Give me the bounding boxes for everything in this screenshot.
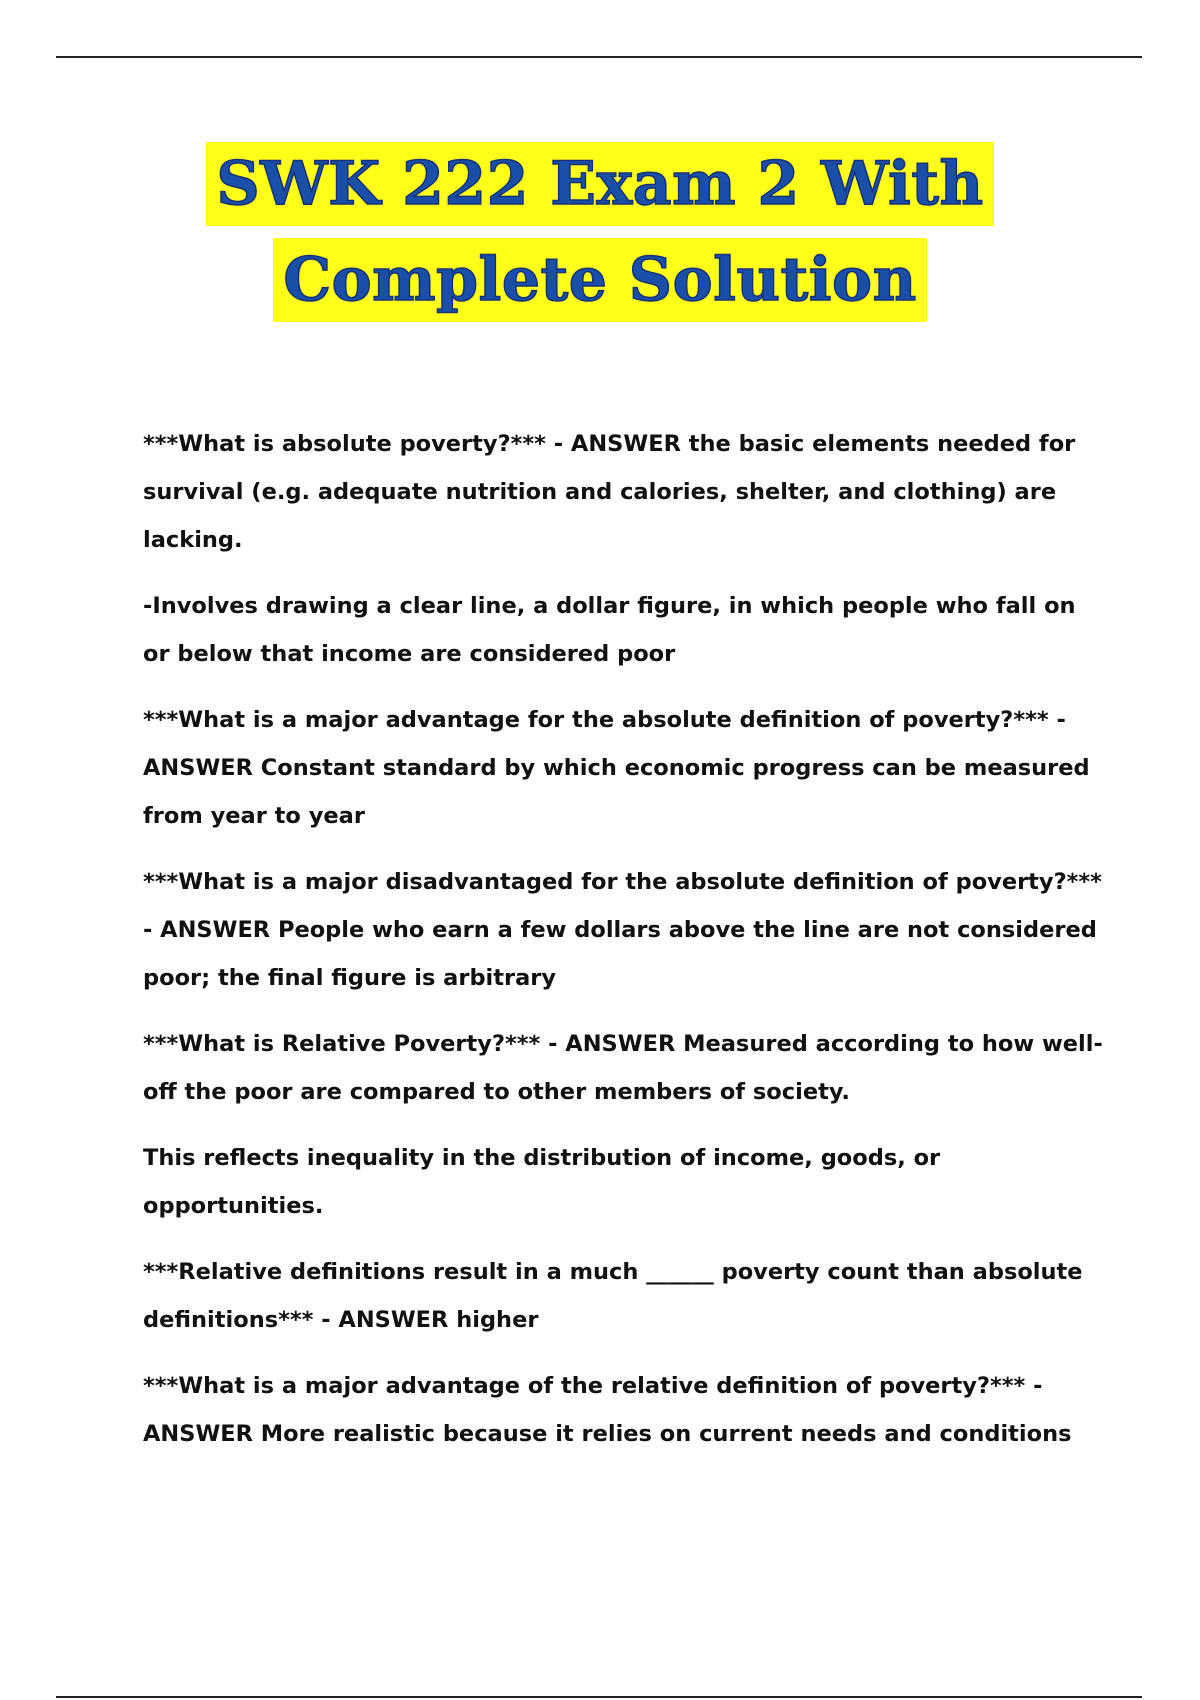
top-rule <box>56 56 1142 58</box>
bottom-rule <box>56 1696 1142 1698</box>
title-line-2: Complete Solution <box>273 238 926 322</box>
qa-paragraph: ***What is a major advantage of the relative definition of poverty?*** - ANSWER More realistic because it relies on current needs and conditions <box>143 1373 1072 1447</box>
qa-paragraph: ***What is absolute poverty?*** - ANSWER the basic elements needed for survival (e.g. adequate nutrition and calories, shelter, and clothing) are lacking. <box>143 431 1076 553</box>
document-title <box>0 142 1200 334</box>
qa-paragraph: ***What is Relative Poverty?*** - ANSWER Measured according to how well-off the poor are compared to other members of society. <box>143 1031 1103 1105</box>
qa-paragraph: -Involves drawing a clear line, a dollar figure, in which people who fall on or below that income are considered poor <box>143 593 1076 667</box>
qa-paragraph: ***Relative definitions result in a much ______ poverty count than absolute definitions*** - ANSWER higher <box>143 1259 1083 1333</box>
qa-paragraph: This reflects inequality in the distribution of income, goods, or opportunities. <box>143 1145 941 1219</box>
qa-paragraph: ***What is a major disadvantaged for the absolute definition of poverty?*** - ANSWER People who earn a few dollars above the line are not considered poor; the final figure is arbitrary <box>143 869 1102 991</box>
title-line-1: SWK 222 Exam 2 With <box>206 142 993 226</box>
qa-paragraph: ***What is a major advantage for the absolute definition of poverty?*** - ANSWER Constant standard by which economic progress can be measured from year to year <box>143 707 1090 829</box>
document-body <box>143 420 1103 1476</box>
